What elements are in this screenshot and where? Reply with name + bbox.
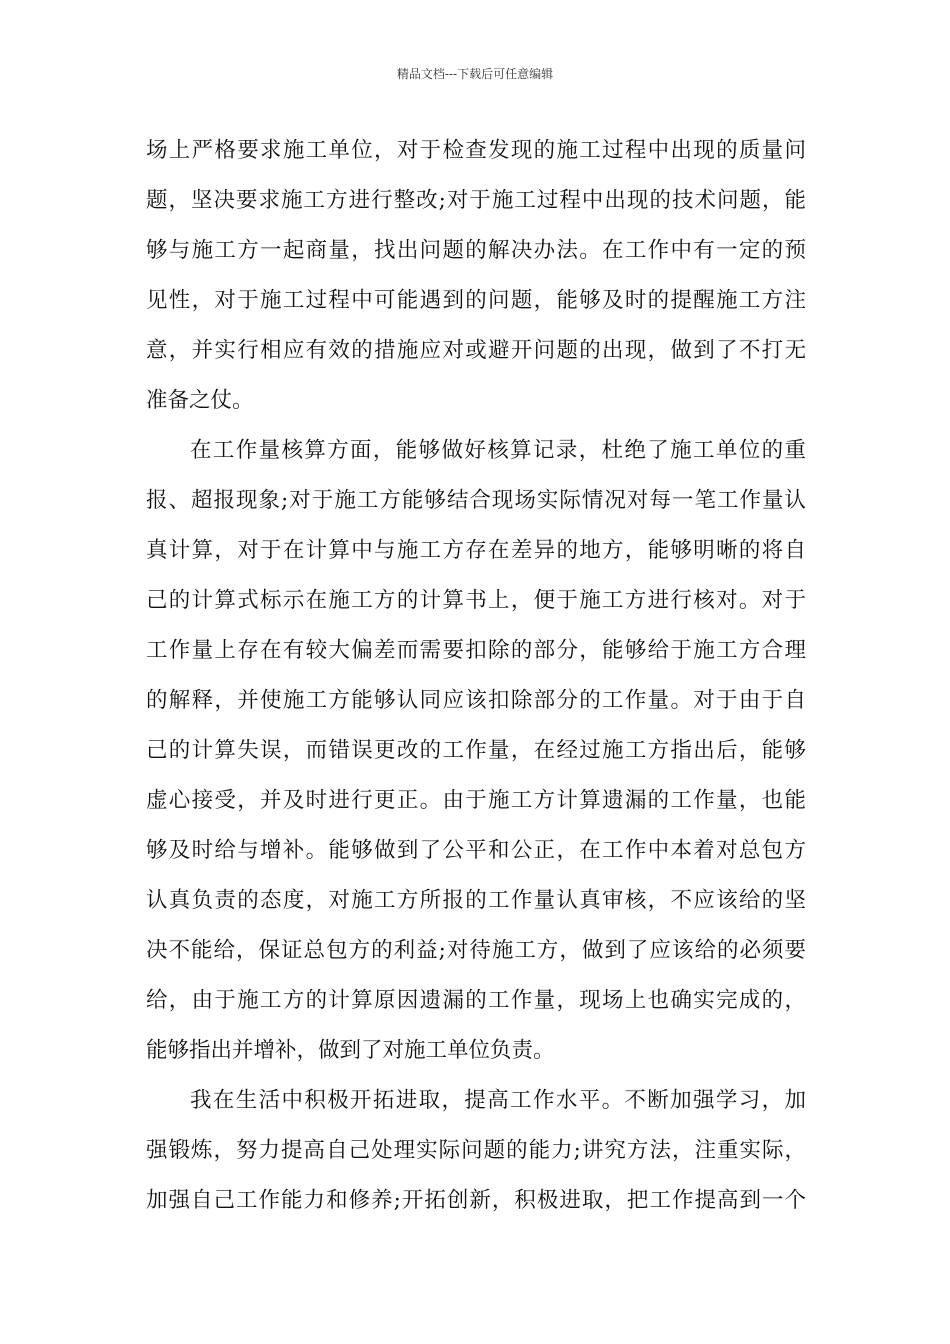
text-line: 够与施工方一起商量，找出问题的解决办法。在工作中有一定的预 — [146, 238, 806, 263]
text-line: 真计算，对于在计算中与施工方存在差异的地方，能够明晰的将自 — [146, 538, 806, 563]
text-line: 报、超报现象;对于施工方能够结合现场实际情况对每一笔工作量认 — [146, 488, 806, 513]
text-line: 给，由于施工方的计算原因遗漏的工作量，现场上也确实完成的， — [146, 988, 806, 1013]
text-line: 决不能给，保证总包方的利益;对待施工方，做到了应该给的必须要 — [146, 938, 806, 963]
text-line: 准备之仗。 — [146, 388, 254, 413]
text-line: 够及时给与增补。能够做到了公平和公正，在工作中本着对总包方 — [146, 838, 806, 863]
document-body — [146, 126, 806, 1226]
text-line: 强锻炼，努力提高自己处理实际问题的能力;讲究方法，注重实际， — [146, 1138, 806, 1163]
text-line: 加强自己工作能力和修养;开拓创新，积极进取，把工作提高到一个 — [146, 1188, 806, 1213]
text-line: 见性，对于施工过程中可能遇到的问题，能够及时的提醒施工方注 — [146, 288, 806, 313]
paragraph-2 — [146, 426, 806, 1076]
text-line: 工作量上存在有较大偏差而需要扣除的部分，能够给于施工方合理 — [146, 638, 806, 663]
page-header: 精品文档---下载后可任意编辑 — [396, 67, 554, 81]
paragraph-1 — [146, 126, 806, 426]
text-line: 场上严格要求施工单位，对于检查发现的施工过程中出现的质量问 — [146, 138, 806, 163]
text-line: 认真负责的态度，对施工方所报的工作量认真审核，不应该给的坚 — [146, 888, 806, 913]
text-line: 我在生活中积极开拓进取，提高工作水平。不断加强学习，加 — [190, 1088, 806, 1113]
text-line: 能够指出并增补，做到了对施工单位负责。 — [146, 1038, 555, 1063]
text-line: 虚心接受，并及时进行更正。由于施工方计算遗漏的工作量，也能 — [146, 788, 806, 813]
text-line: 己的计算式标示在施工方的计算书上，便于施工方进行核对。对于 — [146, 588, 806, 613]
text-line: 己的计算失误，而错误更改的工作量，在经过施工方指出后，能够 — [146, 738, 806, 763]
text-line: 意，并实行相应有效的措施应对或避开问题的出现，做到了不打无 — [146, 338, 806, 363]
text-line: 在工作量核算方面，能够做好核算记录，杜绝了施工单位的重 — [190, 438, 806, 463]
paragraph-3 — [146, 1076, 806, 1226]
text-line: 的解释，并使施工方能够认同应该扣除部分的工作量。对于由于自 — [146, 688, 806, 713]
text-line: 题，坚决要求施工方进行整改;对于施工过程中出现的技术问题，能 — [146, 188, 806, 213]
